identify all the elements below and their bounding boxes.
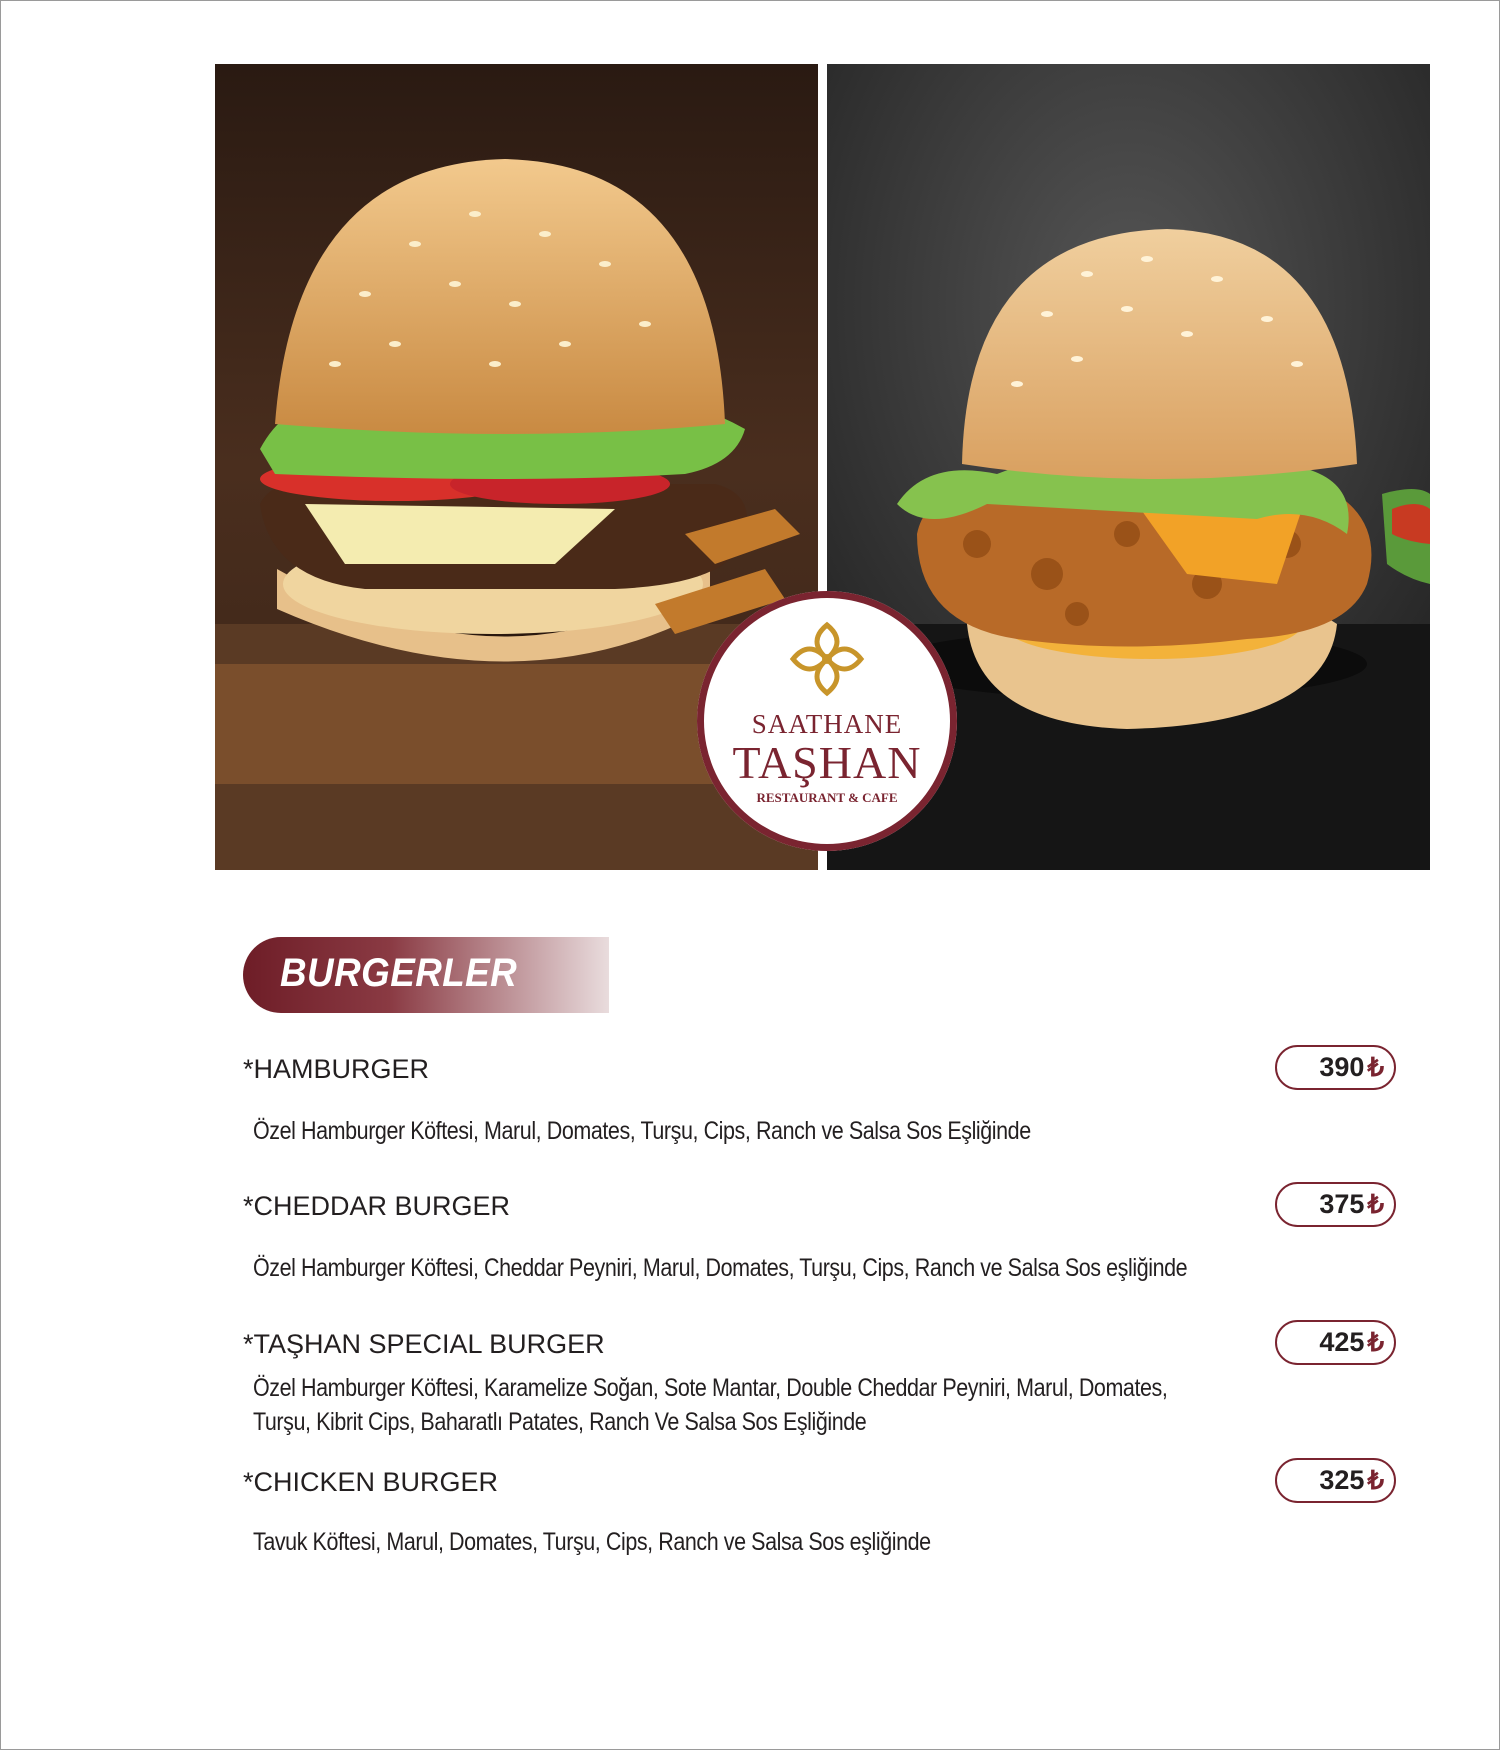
price-badge	[1275, 1182, 1396, 1227]
item-description: Özel Hamburger Köftesi, Cheddar Peyniri, Marul, Domates, Turşu, Cips, Ranch ve Salsa Sos eşliğinde	[253, 1254, 1188, 1282]
item-name: *CHEDDAR BURGER	[243, 1191, 511, 1221]
item-name: *TAŞHAN SPECIAL BURGER	[243, 1329, 605, 1359]
lira-icon: ₺	[1367, 1189, 1384, 1219]
item-description: Özel Hamburger Köftesi, Marul, Domates, Turşu, Cips, Ranch ve Salsa Sos Eşliğinde	[253, 1117, 1031, 1145]
price-badge	[1275, 1458, 1396, 1503]
price-badge	[1275, 1320, 1396, 1365]
price-value: 390	[1319, 1052, 1365, 1082]
price-value: 425	[1319, 1327, 1365, 1357]
item-name: *HAMBURGER	[243, 1054, 430, 1084]
lira-icon: ₺	[1367, 1465, 1384, 1495]
brand-name-top: SAATHANE	[751, 709, 903, 739]
price-badge	[1275, 1045, 1396, 1090]
price-value: 375	[1319, 1189, 1365, 1219]
section-title: BURGERLER	[280, 951, 518, 995]
lira-icon: ₺	[1367, 1327, 1384, 1357]
item-description-line-2: Turşu, Kibrit Cips, Baharatlı Patates, Ranch Ve Salsa Sos Eşliğinde	[253, 1408, 867, 1436]
price-value: 325	[1319, 1465, 1365, 1495]
ornament-icon	[697, 619, 957, 709]
brand-logo	[697, 591, 957, 851]
lira-icon: ₺	[1367, 1052, 1384, 1082]
brand-tagline: RESTAURANT & CAFE	[756, 790, 898, 805]
item-description: Tavuk Köftesi, Marul, Domates, Turşu, Cips, Ranch ve Salsa Sos eşliğinde	[253, 1528, 931, 1556]
section-header	[243, 937, 609, 1013]
brand-name-main: TAŞHAN	[732, 737, 922, 788]
item-description-line-1: Özel Hamburger Köftesi, Karamelize Soğan, Sote Mantar, Double Cheddar Peyniri, Marul, Domates,	[253, 1374, 1168, 1402]
item-name: *CHICKEN BURGER	[243, 1467, 499, 1497]
